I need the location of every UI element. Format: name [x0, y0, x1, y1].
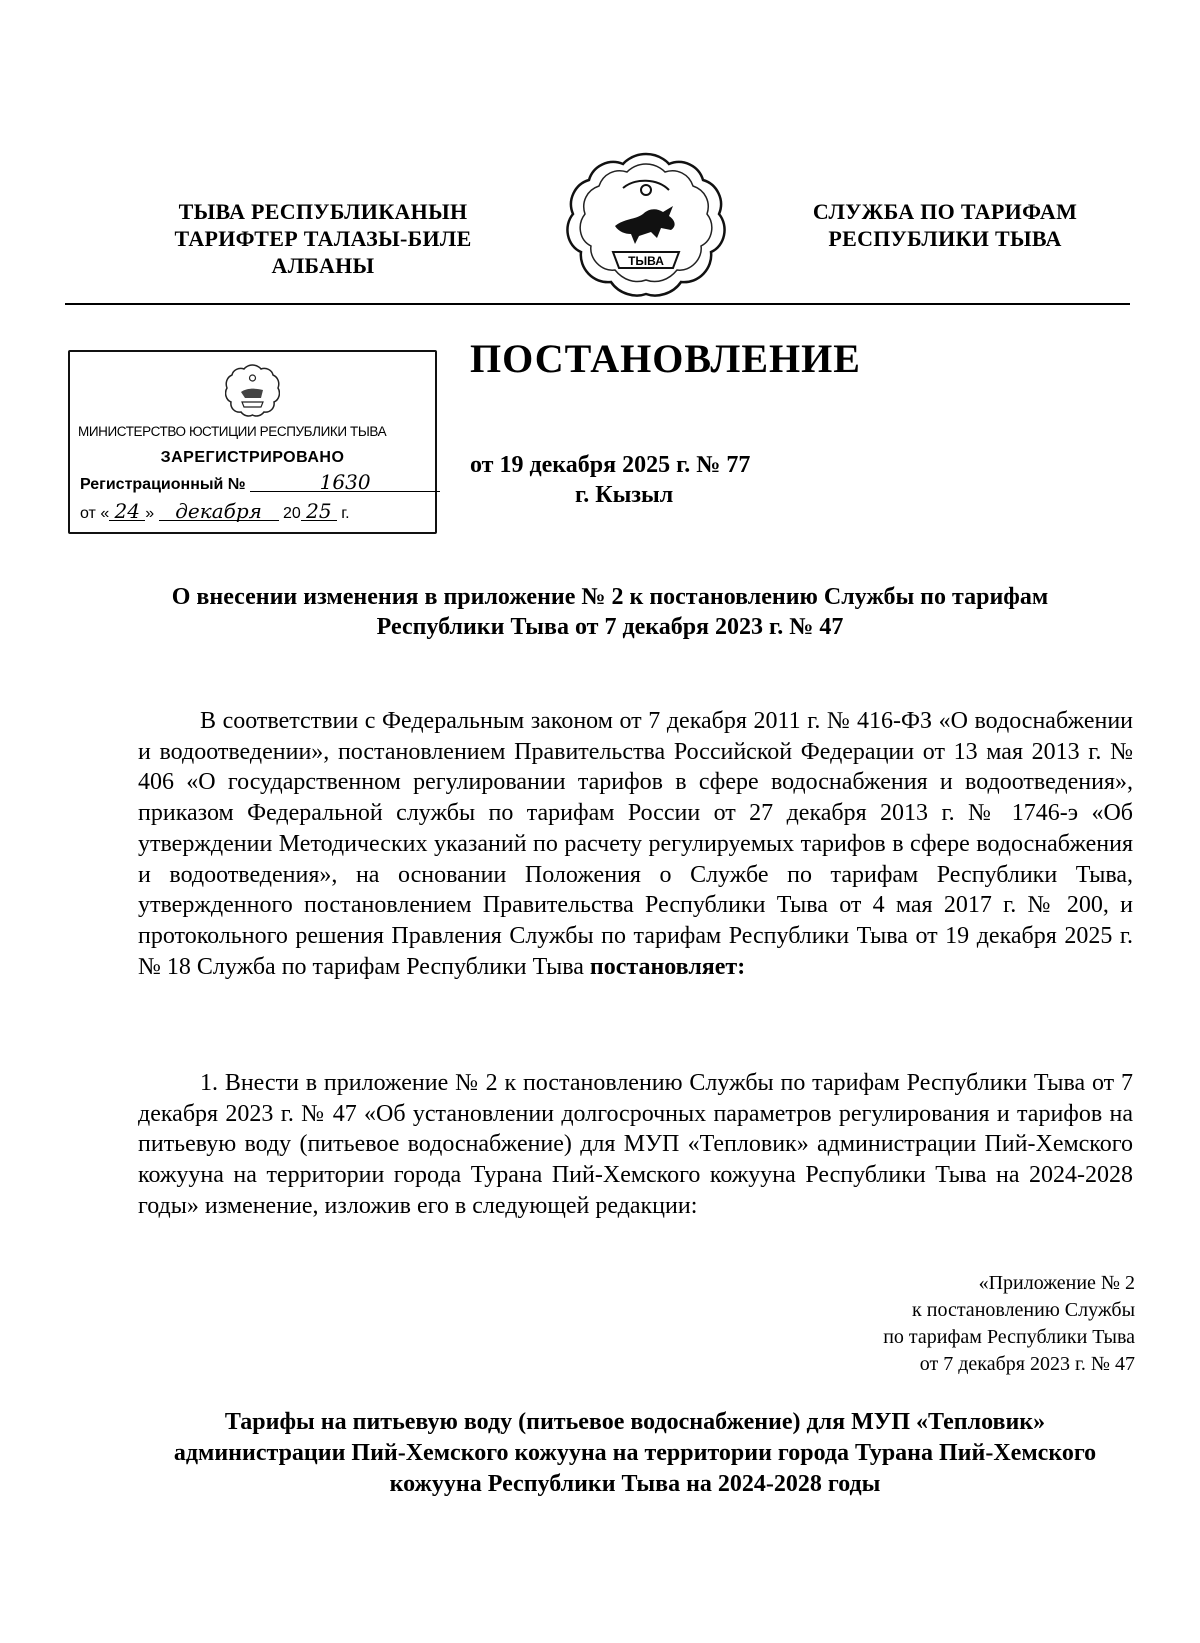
document-title: ПОСТАНОВЛЕНИЕ — [470, 336, 861, 381]
appendix-line: от 7 декабря 2023 г. № 47 — [919, 1353, 1135, 1375]
header-left-line: ТАРИФТЕР ТАЛАЗЫ-БИЛЕ — [174, 226, 472, 251]
body-paragraph-item-1: 1. Внести в приложение № 2 к постановлению Службы по тарифам Республики Тыва от 7 декабря 2023 г. № 47 «Об установлении долгосрочных параметров регулирования и тарифов на питьевую воду (питьевое водоснабжение) для МУП «Тепловик» администрации Пий-Хемского кожууна на территории города Турана Пий-Хемского кожууна Республики Тыва на 2024-2028 годы» изменение, изложив его в следующей редакции: — [138, 1070, 1133, 1219]
document-city: г. Кызыл — [575, 482, 674, 508]
stamp-date-day: 24 — [109, 502, 145, 521]
document-subject: О внесении изменения в приложение № 2 к постановлению Службы по тарифам Республики Тыва от 7 декабря 2023 г. № 47 — [171, 584, 1049, 640]
stamp-date-row — [80, 499, 430, 523]
emblem-text: ТЫВА — [628, 254, 664, 268]
registration-stamp — [68, 350, 437, 534]
tuva-emblem-icon — [565, 148, 727, 300]
stamp-reg-number: 1630 — [250, 473, 440, 492]
stamp-date-mid: » — [145, 505, 155, 522]
header-left-org — [148, 198, 498, 279]
header-left-line: ТЫВА РЕСПУБЛИКАНЫН — [178, 199, 468, 224]
appendix-line: по тарифам Республики Тыва — [883, 1326, 1135, 1348]
body-paragraph-preamble — [138, 706, 1133, 982]
document-date-number: от 19 декабря 2025 г. № 77 — [470, 452, 751, 478]
header-left-line: АЛБАНЫ — [271, 253, 375, 278]
appendix-reference — [700, 1270, 1135, 1378]
header-right-line: СЛУЖБА ПО ТАРИФАМ — [812, 199, 1078, 224]
stamp-ministry: МИНИСТЕРСТВО ЮСТИЦИИ РЕСПУБЛИКИ ТЫВА — [78, 424, 387, 439]
stamp-date-year-prefix: 20 — [283, 505, 301, 522]
stamp-emblem-icon — [225, 362, 280, 417]
tariffs-title: Тарифы на питьевую воду (питьевое водоснабжение) для МУП «Тепловик» администрации Пий-Хемского кожууна на территории города Турана Пий-Хемского кожууна Республики Тыва на 2024-2028 годы — [173, 1409, 1097, 1497]
appendix-line: к постановлению Службы — [912, 1299, 1135, 1321]
stamp-reg-number-row — [80, 470, 430, 494]
appendix-line: «Приложение № 2 — [978, 1272, 1135, 1294]
stamp-status: ЗАРЕГИСТРИРОВАНО — [160, 449, 345, 466]
stamp-date-month: декабря — [159, 502, 279, 521]
preamble-resolves: постановляет: — [589, 953, 746, 980]
preamble-text: В соответствии с Федеральным законом от 7 декабря 2011 г. № 416-ФЗ «О водоснабжении и водоотведении», постановлением Правительства Российской Федерации от 13 мая 2013 г. № 406 «О государственном регулировании тарифов в сфере водоснабжения и водоотведения», приказом Федеральной службы по тарифам России от 27 декабря 2013 г. № 1746-э «Об утверждении Методических указаний по расчету регулируемых тарифов в сфере водоснабжения и водоотведения», на основании Положения о Службе по тарифам Республики Тыва, утвержденного постановлением Правительства Республики Тыва от 4 мая 2017 г. № 200, и протокольного решения Правления Службы по тарифам Республики Тыва от 19 декабря 2025 г. № 18 Служба по тарифам Республики Тыва — [138, 708, 1133, 980]
header-right-line: РЕСПУБЛИКИ ТЫВА — [828, 226, 1062, 251]
header-divider — [65, 303, 1130, 305]
stamp-reg-label: Регистрационный № — [80, 476, 246, 493]
stamp-date-suffix: г. — [341, 505, 350, 522]
stamp-date-prefix: от « — [80, 505, 110, 522]
stamp-date-year: 25 — [301, 502, 337, 521]
header-right-org — [795, 198, 1095, 252]
